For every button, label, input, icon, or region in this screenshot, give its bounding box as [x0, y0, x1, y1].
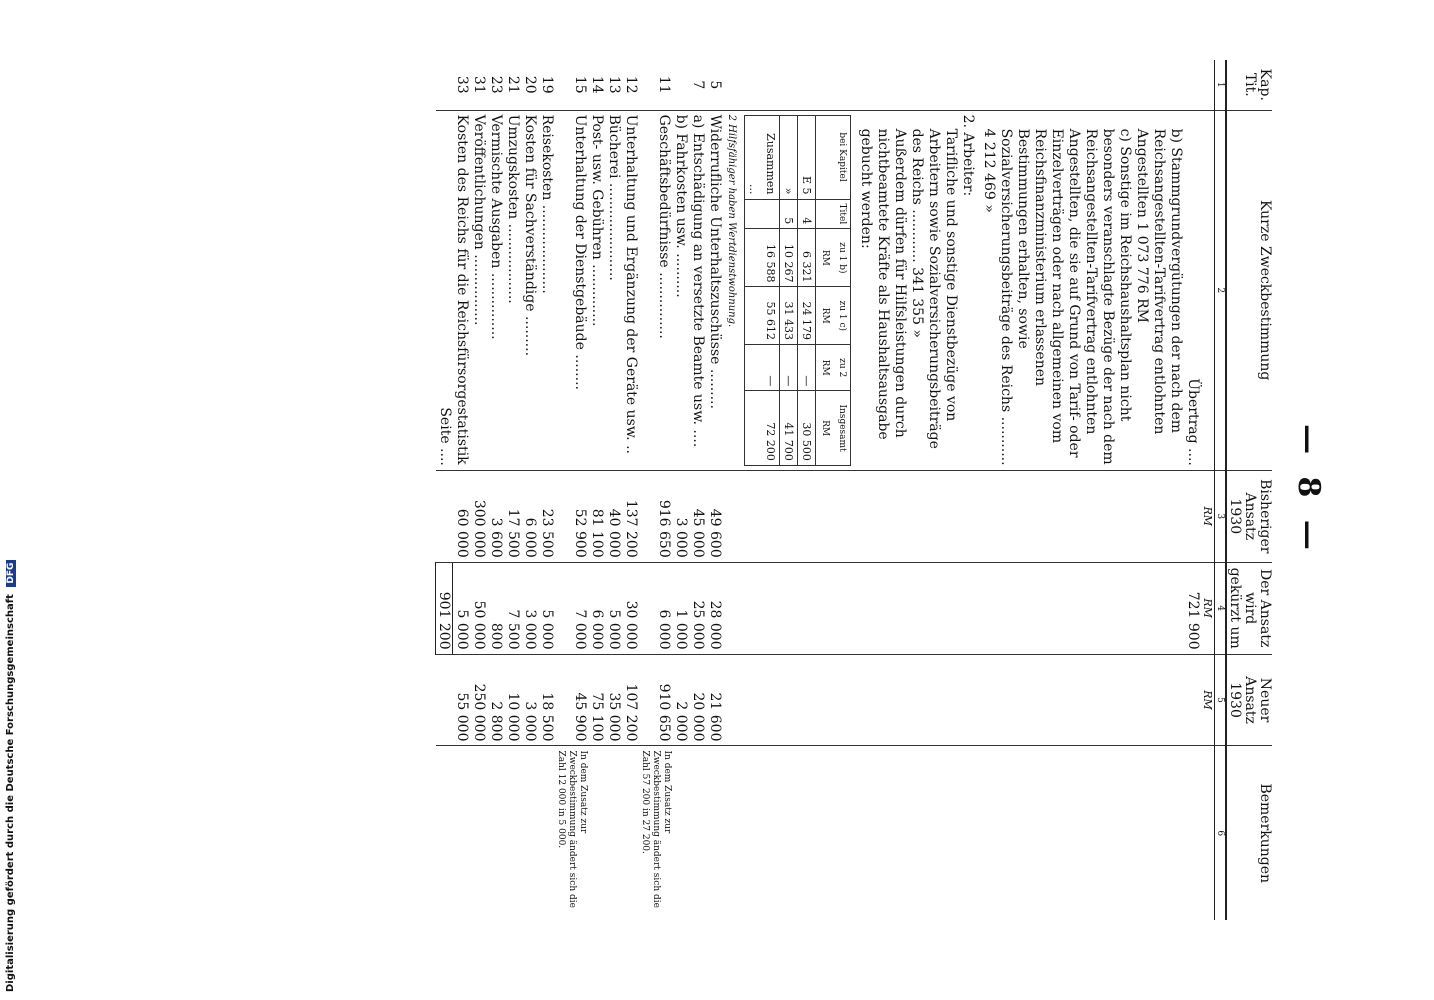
row-new: 20 000 — [689, 654, 706, 746]
header-prev: Bisheriger Ansatz 1930 — [1226, 470, 1272, 562]
row-cut: 7 000 — [555, 562, 588, 654]
row-kap: 19 — [539, 75, 555, 94]
row-kap: 31 — [471, 75, 487, 94]
row-kap: 15 — [572, 75, 588, 94]
budget-row — [487, 60, 504, 920]
row-kap: 23 — [488, 75, 504, 94]
budget-row — [706, 60, 723, 920]
row-remark — [605, 746, 622, 920]
row-prev: 300 000 — [470, 470, 487, 562]
digitization-footer: Digitalisierung gefördert durch die Deutsche Forschungsgemeinschaft DFG — [5, 560, 16, 992]
row-new: 2 800 — [487, 654, 504, 746]
row-remark — [487, 746, 504, 920]
row-kap: 21 — [505, 75, 521, 94]
row-cut: 800 — [487, 562, 504, 654]
budget-row — [521, 60, 538, 920]
stamm-block — [723, 60, 1184, 920]
row-purpose: Umzugskosten .................. — [504, 110, 521, 470]
row-cut: 3 000 — [521, 562, 538, 654]
row-new: 10 000 — [504, 654, 521, 746]
row-remark — [706, 746, 723, 920]
row-cut: 6 000 — [588, 562, 605, 654]
budget-row — [504, 60, 521, 920]
budget-row — [470, 60, 487, 920]
row-purpose: Unterhaltung der Dienstgebäude ........ — [555, 110, 588, 470]
row-cut: 1 000 — [672, 562, 689, 654]
row-cut: 30 000 — [622, 562, 639, 654]
scanned-page — [102, 40, 1332, 940]
budget-row — [672, 60, 689, 920]
row-new: 2 000 — [672, 654, 689, 746]
row-purpose: Geschäftsbedürfnisse ............... — [639, 110, 672, 470]
budget-table — [436, 60, 1273, 920]
row-cut: 7 500 — [504, 562, 521, 654]
row-cut: 25 000 — [689, 562, 706, 654]
seite-row: Seite .... 901 200 — [436, 60, 453, 920]
row-new: 910 650 — [639, 654, 672, 746]
row-prev: 3 600 — [487, 470, 504, 562]
row-remark: In dem Zusatz zur Zweckbestimmung ändert sich die Zahl 57 200 in 27 200. — [639, 746, 672, 920]
page-number: — 8 — — [1291, 424, 1326, 556]
row-kap: 11 — [656, 75, 672, 94]
row-kap: 33 — [454, 75, 470, 94]
budget-row — [588, 60, 605, 920]
dfg-logo: DFG — [6, 560, 16, 587]
row-remark — [588, 746, 605, 920]
header-purpose: Kurze Zweckbestimmung — [1226, 110, 1272, 470]
row-purpose: Post- usw. Gebühren .............. — [588, 110, 605, 470]
row-remark — [453, 746, 470, 920]
row-new: 3 000 — [521, 654, 538, 746]
row-kap: 13 — [606, 75, 622, 94]
budget-row — [453, 60, 470, 920]
row-prev: 6 000 — [521, 470, 538, 562]
currency-row: RM RM RM — [1201, 60, 1215, 920]
row-remark — [521, 746, 538, 920]
header-kap: Kap. Tit. — [1226, 60, 1272, 110]
row-remark — [470, 746, 487, 920]
hilfskraefte-table: bei Kapitel Titel zu 1 b) RM zu 1 c) RM zu 2 RM Insgesamt RM E 5 4 6 321 24 179 — 30 500 » 5 10 267 31 433 — 41 700 Zusammen ... 16 588 55 612 — 72 200 — [744, 115, 851, 466]
row-new: 21 600 — [706, 654, 723, 746]
row-prev: 81 100 — [588, 470, 605, 562]
subtable-row: E 5 4 6 321 24 179 — 30 500 — [798, 115, 816, 465]
row-new: 75 100 — [588, 654, 605, 746]
stamm-c: c) Sonstige im Reichshaushaltsplan nicht besonders veranschlagte Bezüge der nach dem Reichsangestellten-Tarifvertrag entlohnten Angestellten, die sie auf Grund von Tarif- oder Einzelverträgen oder nach allgemeinen vom Reichsfinanzministerium erlassenen Bestimmungen erhalten, sowie Sozialversicherungsbeiträge des Reichs ........... 4 212 469 » — [981, 128, 1133, 466]
budget-row — [538, 60, 555, 920]
row-prev: 49 600 — [706, 470, 723, 562]
row-prev: 916 650 — [639, 470, 672, 562]
row-purpose: Widerrufliche Unterhaltszuschüsse ......... — [706, 110, 723, 470]
row-new: 18 500 — [538, 654, 555, 746]
row-kap — [672, 60, 689, 110]
row-prev: 17 500 — [504, 470, 521, 562]
row-purpose: a) Entschädigung an versetzte Beamte usw. .... — [689, 110, 706, 470]
row-kap: 20 — [522, 75, 538, 94]
row-prev: 3 000 — [672, 470, 689, 562]
arbeiter-heading: 2. Arbeiter: — [960, 114, 976, 197]
row-kap: 5 — [707, 80, 723, 90]
header-new: Neuer Ansatz 1930 — [1226, 654, 1272, 746]
row-new: 250 000 — [470, 654, 487, 746]
page-content — [102, 40, 1332, 940]
row-prev: 52 900 — [555, 470, 588, 562]
row-purpose: Unterhaltung und Ergänzung der Geräte usw. .. — [622, 110, 639, 470]
row-remark — [689, 746, 706, 920]
row-prev: 137 200 — [622, 470, 639, 562]
ausserdem-text: Außerdem dürfen für Hilfsleistungen durch nichtbeamtete Kräfte als Haushaltsausgabe gebucht werden: — [858, 128, 908, 440]
row-cut: 5 000 — [605, 562, 622, 654]
row-new: 35 000 — [605, 654, 622, 746]
subtable-total-row: Zusammen ... 16 588 55 612 — 72 200 — [745, 115, 780, 465]
subtable-row: » 5 10 267 31 433 — 41 700 — [780, 115, 798, 465]
row-remark: In dem Zusatz zur Zweckbestimmung ändert sich die Zahl 12 000 in 5 000. — [555, 746, 588, 920]
row-cut: 6 000 — [639, 562, 672, 654]
row-new: 55 000 — [453, 654, 470, 746]
row-purpose: Kosten für Sachverständige ......... — [521, 110, 538, 470]
row-purpose: Vermischte Ausgaben ............... — [487, 110, 504, 470]
arbeiter-text: Tarifliche und sonstige Dienstbezüge von Arbeitern sowie Sozialversicherungsbeiträge des Reichs ............ 341 355 » — [909, 128, 959, 449]
row-remark — [504, 746, 521, 920]
row-remark — [672, 746, 689, 920]
stamm-b: b) Stammgrundvergütungen der nach dem Reichsangestellten-Tarifvertrag entlohnten Angestellten 1 073 776 RM — [1134, 128, 1184, 435]
header-remarks: Bemerkungen — [1226, 746, 1272, 920]
budget-row — [605, 60, 622, 920]
row-purpose: Reisekosten .................... — [538, 110, 555, 470]
row-prev: 40 000 — [605, 470, 622, 562]
row-cut: 28 000 — [706, 562, 723, 654]
row-new: 45 900 — [555, 654, 588, 746]
row-remark — [622, 746, 639, 920]
row-prev: 45 000 — [689, 470, 706, 562]
row-prev: 23 500 — [538, 470, 555, 562]
uebertrag-row: Übertrag .... 721 900 — [1184, 60, 1201, 920]
header-cut: Der Ansatz wird gekürzt um — [1226, 562, 1272, 654]
budget-row — [639, 60, 672, 920]
row-purpose: b) Fahrkosten usw. .......... — [672, 110, 689, 470]
row-remark — [538, 746, 555, 920]
budget-row — [689, 60, 706, 920]
row-cut: 50 000 — [470, 562, 487, 654]
row-new: 107 200 — [622, 654, 639, 746]
row-kap: 12 — [623, 75, 639, 94]
row-purpose: Kosten des Reichs für die Reichsfürsorgestatistik — [453, 110, 470, 470]
row-kap: 14 — [589, 75, 605, 94]
budget-row — [622, 60, 639, 920]
row-cut: 5 000 — [453, 562, 470, 654]
row-cut: 5 000 — [538, 562, 555, 654]
row-purpose: Bücherei ...................... — [605, 110, 622, 470]
subtable-note: 2 Hilfsfähiger haben Wertdienstwohnung. — [726, 114, 737, 328]
column-numbers: 1 2 3 4 5 6 — [1215, 60, 1227, 920]
budget-row — [555, 60, 588, 920]
row-kap: 7 — [690, 80, 706, 90]
row-prev: 60 000 — [453, 470, 470, 562]
row-purpose: Veröffentlichungen ................ — [470, 110, 487, 470]
